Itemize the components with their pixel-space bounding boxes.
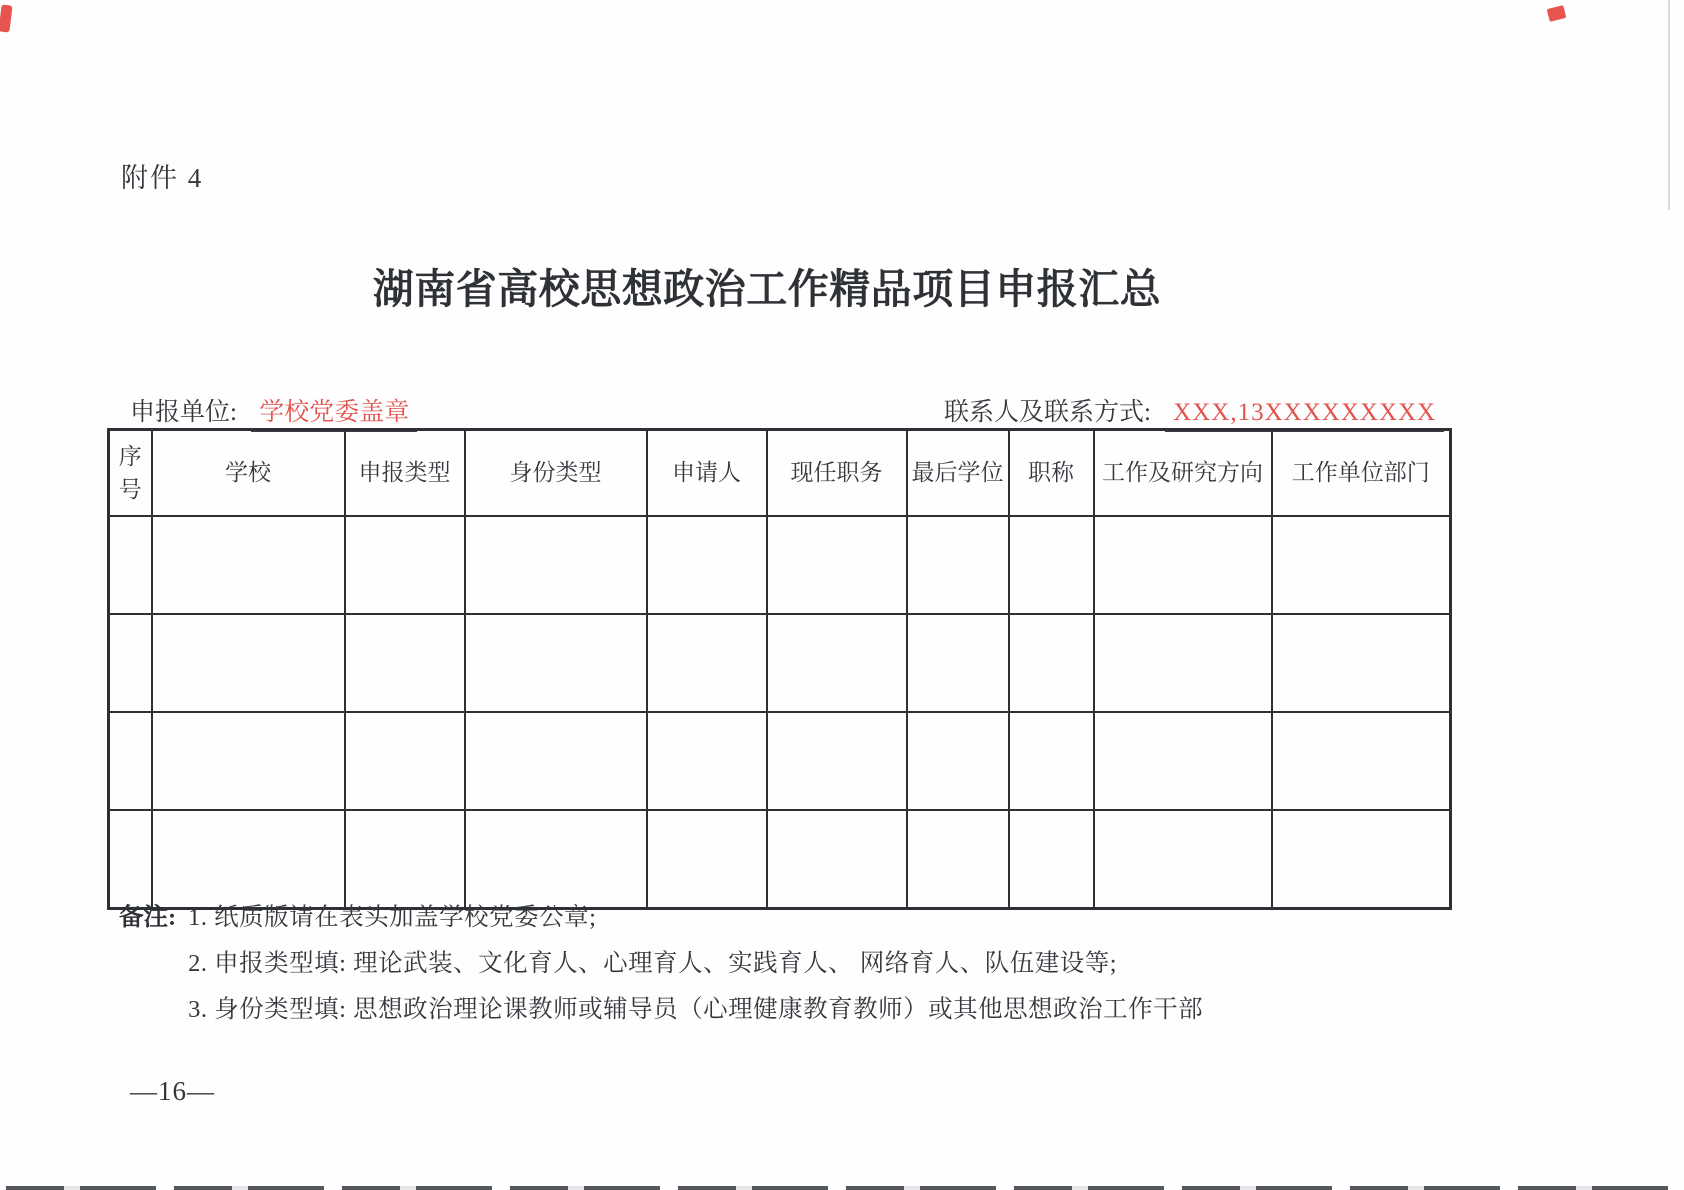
column-header-application-type: 申报类型: [345, 430, 465, 517]
page-number: —16—: [130, 1076, 215, 1106]
table-cell: [767, 614, 907, 712]
table-cell: [465, 614, 647, 712]
red-scan-mark-top-right: [1547, 5, 1567, 22]
table-cell: [647, 516, 767, 614]
table-cell: [465, 516, 647, 614]
table-cell: [109, 712, 152, 810]
table-row: [109, 516, 1451, 614]
table-cell: [907, 810, 1009, 909]
column-header-current-position: 现任职务: [767, 430, 907, 517]
page-title: 湖南省高校思想政治工作精品项目申报汇总: [372, 266, 1162, 312]
table-cell: [767, 810, 907, 909]
table-cell: [767, 712, 907, 810]
table-row: [109, 614, 1451, 712]
column-header-serial: 序号: [109, 430, 152, 517]
table-cell: [1009, 516, 1094, 614]
table-row: [109, 810, 1451, 909]
table-cell: [907, 712, 1009, 810]
table-cell: [152, 614, 345, 712]
table-cell: [1009, 712, 1094, 810]
table-row: [109, 712, 1451, 810]
table-cell: [465, 712, 647, 810]
column-header-professional-title: 职称: [1009, 430, 1094, 517]
table-header-row: [109, 430, 1451, 517]
table-cell: [345, 614, 465, 712]
table-cell: [465, 810, 647, 909]
table-cell: [1094, 712, 1272, 810]
table-cell: [1094, 614, 1272, 712]
column-header-applicant: 申请人: [647, 430, 767, 517]
contact-value: XXX,13XXXXXXXXX: [1165, 399, 1444, 432]
column-header-research-direction: 工作及研究方向: [1094, 430, 1272, 517]
summary-table: [107, 428, 1452, 910]
applicant-unit-label: 申报单位:: [130, 399, 237, 426]
table-cell: [109, 614, 152, 712]
column-header-work-department: 工作单位部门: [1272, 430, 1451, 517]
table-cell: [109, 810, 152, 909]
notes-list: [188, 903, 1203, 1024]
table-cell: [1009, 810, 1094, 909]
table-cell: [647, 712, 767, 810]
table-cell: [345, 712, 465, 810]
applicant-unit-field: [130, 392, 417, 428]
table-cell: [647, 614, 767, 712]
note-item: 3. 身份类型填: 思想政治理论课教师或辅导员（心理健康教育教师）或其他思想政治工作干部: [188, 996, 1204, 1023]
summary-table-container: [107, 428, 1452, 910]
table-cell: [1272, 712, 1451, 810]
red-scan-mark-top-left: [0, 4, 13, 32]
column-header-identity-type: 身份类型: [465, 430, 647, 517]
table-cell: [109, 516, 152, 614]
note-item: 1. 纸质版请在表头加盖学校党委公章;: [188, 904, 597, 931]
notes-label: 备注:: [119, 904, 177, 931]
column-header-final-degree: 最后学位: [907, 430, 1009, 517]
table-cell: [152, 810, 345, 909]
table-cell: [767, 516, 907, 614]
contact-field: [944, 392, 1444, 428]
scan-edge-artifact: [1668, 0, 1670, 210]
notes-section: [119, 903, 1203, 1024]
table-cell: [1094, 810, 1272, 909]
table-cell: [907, 516, 1009, 614]
table-cell: [1272, 614, 1451, 712]
contact-label: 联系人及联系方式:: [944, 399, 1151, 426]
attachment-label: 附件 4: [121, 163, 204, 193]
table-cell: [1272, 516, 1451, 614]
table-cell: [152, 516, 345, 614]
table-cell: [1272, 810, 1451, 909]
table-cell: [647, 810, 767, 909]
table-cell: [152, 712, 345, 810]
table-cell: [345, 516, 465, 614]
applicant-unit-value: 学校党委盖章: [251, 399, 417, 432]
scan-bottom-edge-artifact: [6, 1186, 1684, 1190]
table-cell: [1094, 516, 1272, 614]
note-item: 2. 申报类型填: 理论武装、文化育人、心理育人、实践育人、 网络育人、队伍建设等;: [188, 950, 1118, 977]
table-cell: [1009, 614, 1094, 712]
table-cell: [907, 614, 1009, 712]
table-cell: [345, 810, 465, 909]
column-header-school: 学校: [152, 430, 345, 517]
